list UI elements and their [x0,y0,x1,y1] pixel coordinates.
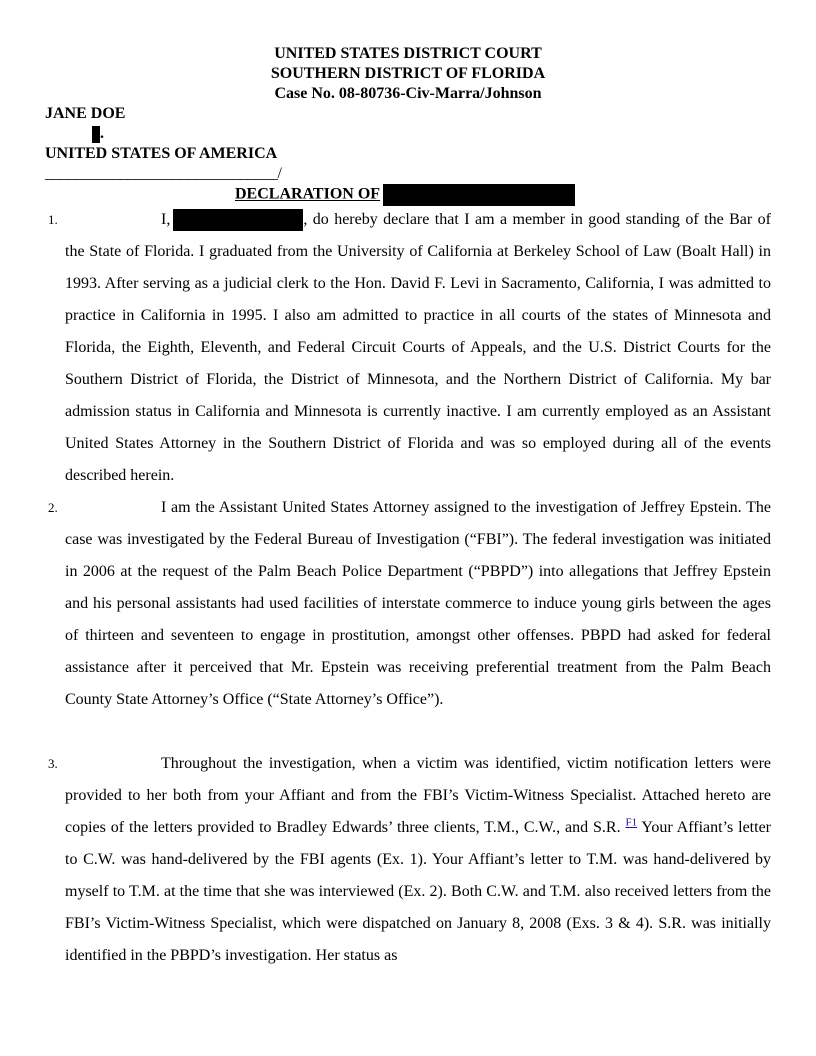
paragraph-text: , do hereby declare that I am a member in good standing of the Bar of the State of Florida. I graduated from the University of California at Berkeley School of Law (Boalt Hall) in 1993. After serving as a judicial clerk to the Hon. David F. Levi in Sacramento, California, I was admitted to practice in California in 1995. I also am admitted to practice in all courts of the states of Minnesota and Florida, the Eighth, Eleventh, and Federal Circuit Courts of Appeals, and the U.S. District Courts for the Southern District of Florida, the District of Minnesota, and the Northern District of California. My bar admission status in California and Minnesota is currently inactive. I am currently employed as an Assistant United States Attorney in the Southern District of Florida and was so employed during all of the events described herein. [65,211,771,484]
court-name: UNITED STATES DISTRICT COURT [274,45,542,62]
defendant-name: UNITED STATES OF AMERICA [45,145,278,162]
paragraph-2 [48,492,771,716]
versus-mark: . [100,125,104,142]
paragraph-number: 1. [48,212,58,227]
paragraph-number: 2. [48,500,58,515]
case-caption [0,44,816,104]
paragraph-lead: I, [161,211,171,228]
declaration-title [235,184,575,206]
redaction-bar [92,126,100,143]
redaction-bar [383,184,575,206]
paragraph-text: I am the Assistant United States Attorney assigned to the investigation of Jeffrey Epstein. The case was investigated by the Federal Bureau of Investigation (“FBI”). The federal investigation was initiated in 2006 at the request of the Palm Beach Police Department (“PBPD”) into allegations that Jeffrey Epstein and his personal assistants had used facilities of interstate commerce to induce young girls between the ages of thirteen and seventeen to engage in prostitution, amongst other offenses. PBPD had asked for federal assistance after it perceived that Mr. Epstein was receiving preferential treatment from the Palm Beach County State Attorney’s Office (“State Attorney’s Office”). [65,499,771,708]
plaintiff-name: JANE DOE [45,105,126,122]
paragraph-3 [48,748,772,972]
paragraph-number: 3. [48,756,58,771]
declaration-title-text: DECLARATION OF [235,185,381,203]
case-number: Case No. 08-80736-Civ-Marra/Johnson [274,85,542,102]
redaction-bar [173,209,303,231]
footnote-link[interactable]: F1 [625,816,638,829]
paragraph-text-continued: Your Affiant’s letter to C.W. was hand-delivered by the FBI agents (Ex. 1). Your Affiant’s letter to T.M. was hand-delivered by myself to T.M. at the time that she was interviewed (Ex. 2). Both C.W. and T.M. also received letters from the FBI’s Victim-Witness Specialist, which were dispatched on January 8, 2008 (Exs. 3 & 4). S.R. was initially identified in the PBPD’s investigation. Her status as [65,819,772,964]
paragraph-text: Throughout the investigation, when a victim was identified, victim notification letters were provided to her both from your Affiant and from the FBI’s Victim-Witness Specialist. Attached hereto are copies of the letters provided to Bradley Edwards’ three clients, T.M., C.W., and S.R. [65,755,771,836]
district-name: SOUTHERN DISTRICT OF FLORIDA [270,65,546,82]
caption-separator: _______________________________/ [45,165,282,182]
versus-line [92,124,104,144]
paragraph-1 [48,204,771,492]
